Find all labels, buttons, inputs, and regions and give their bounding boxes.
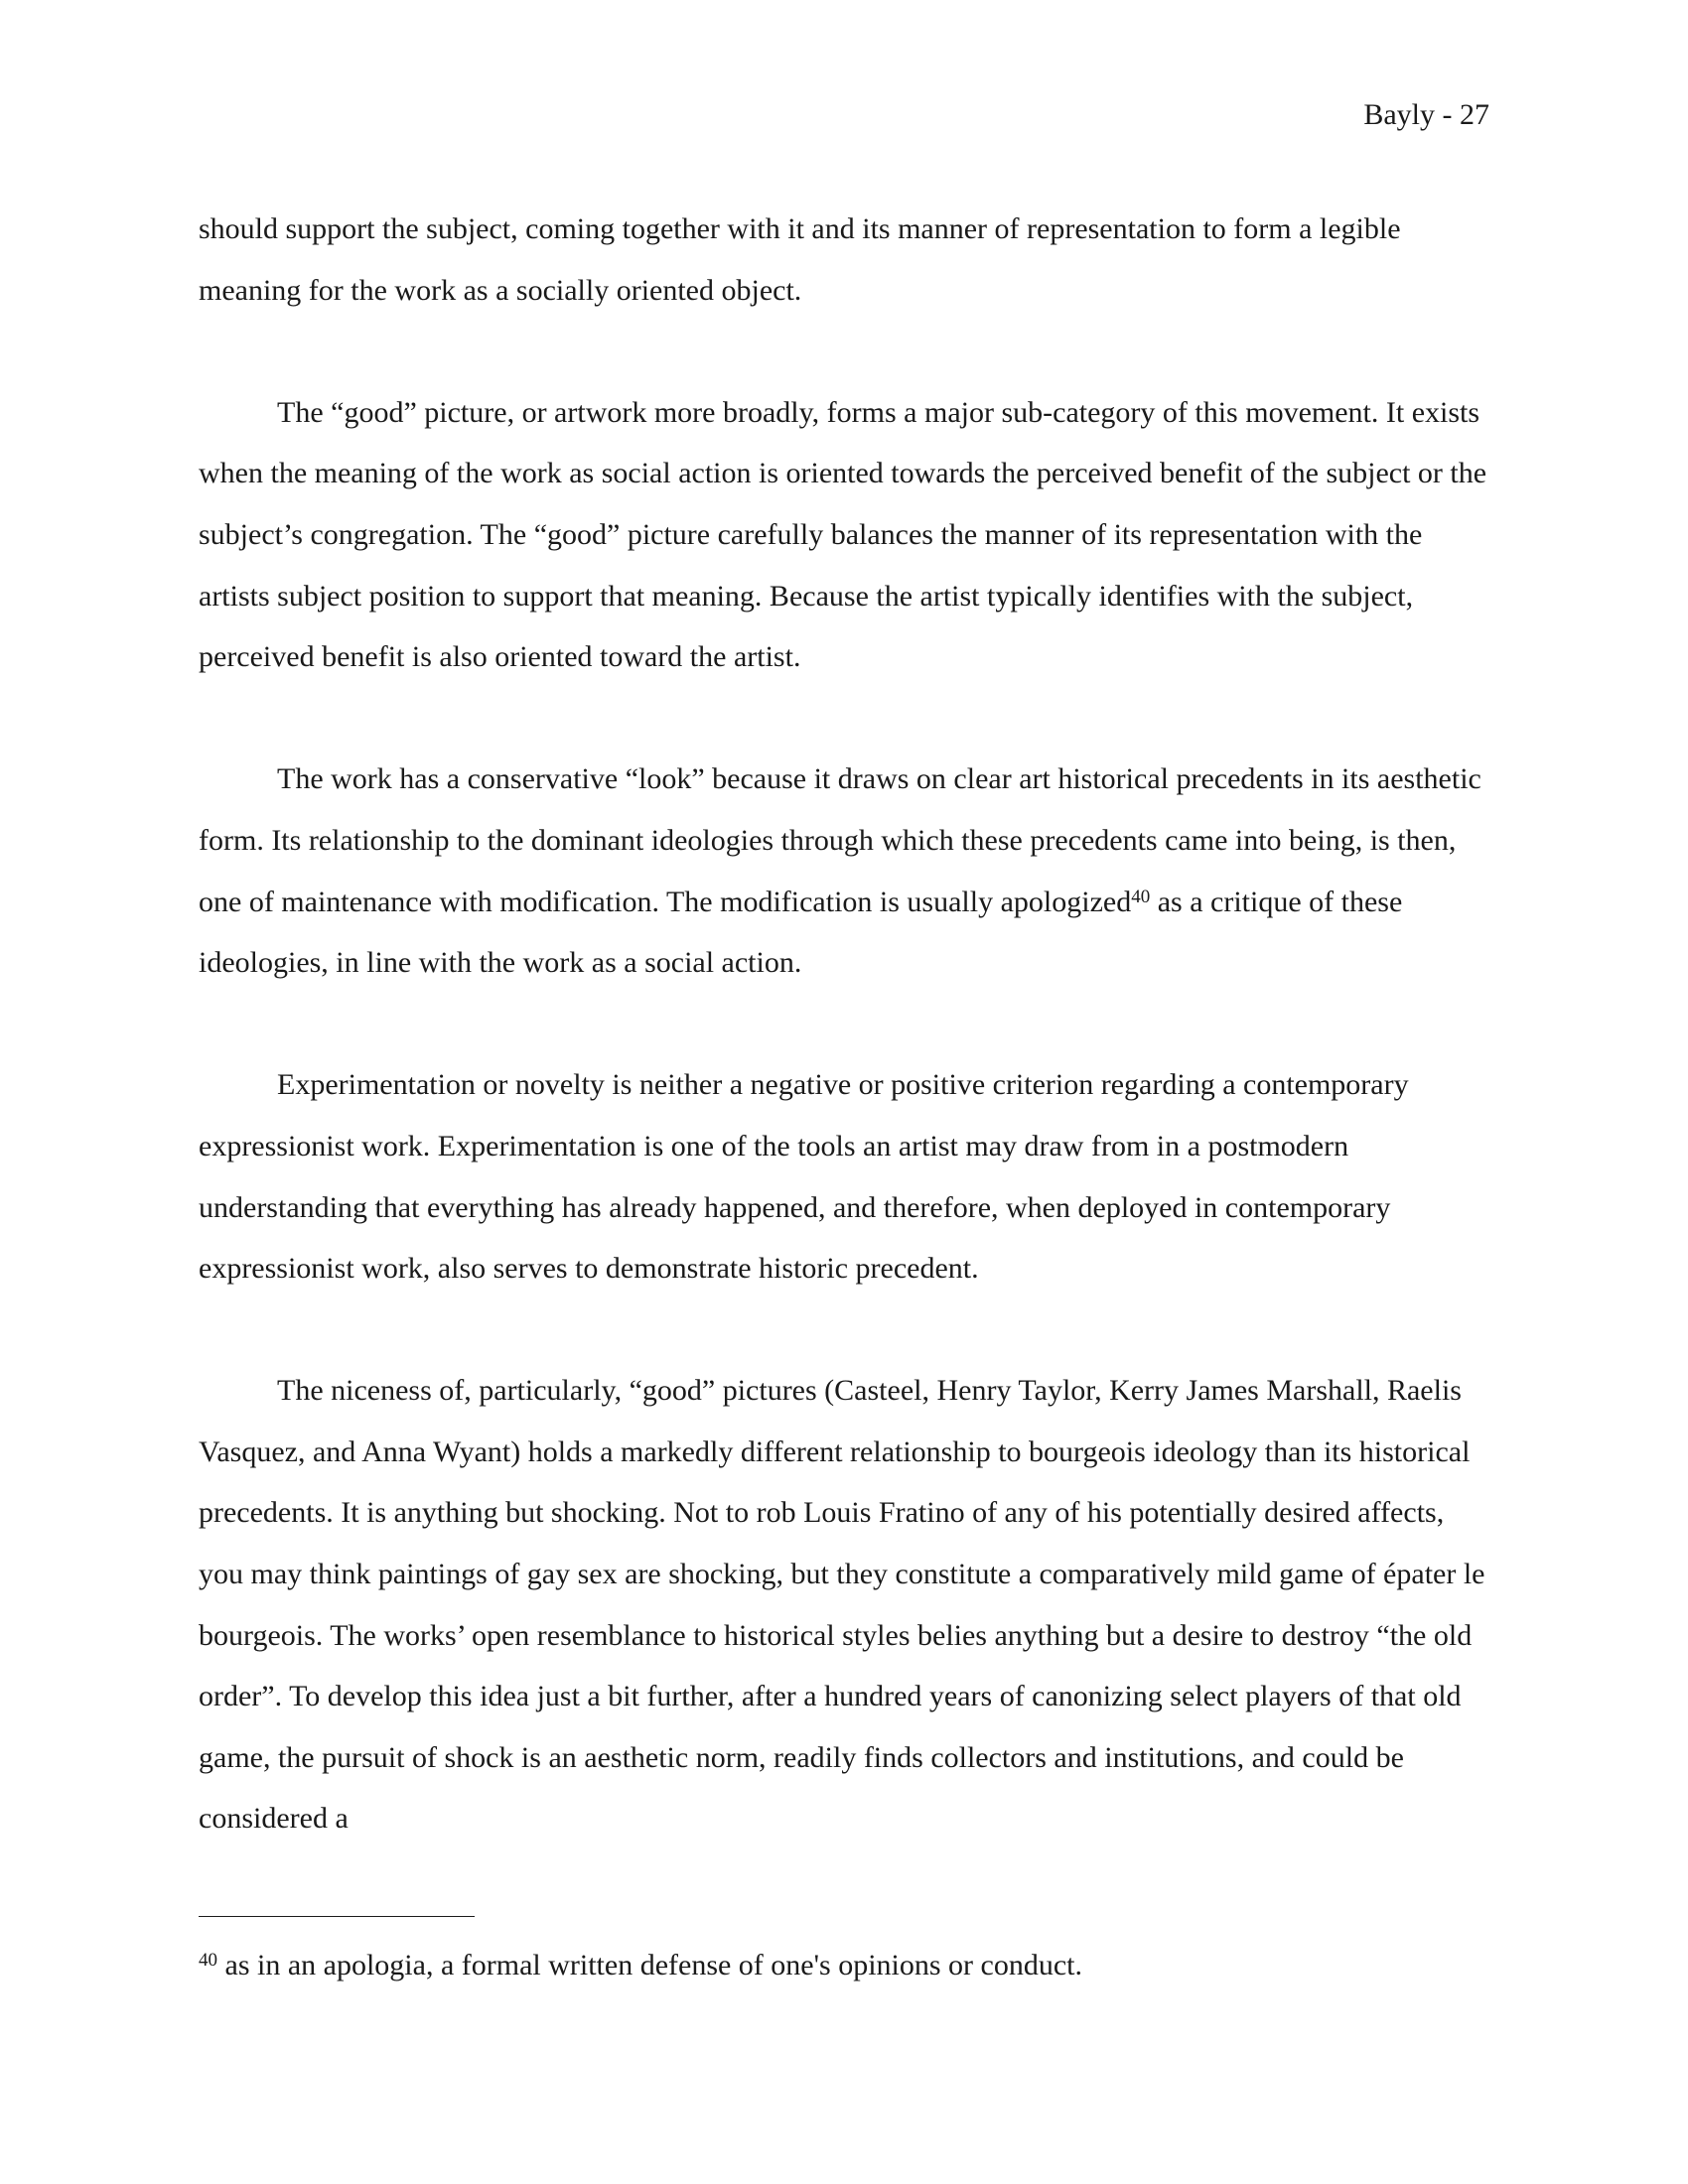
paragraph-text: The work has a conservative “look” because it draws on clear art historical precedents in its aesthetic form. Its relationship to the dominant ideologies through which these precedents came into being, is then, one of maintenance with modification. The modification is usually apologized <box>199 762 1481 918</box>
paragraph-experimentation: Experimentation or novelty is neither a negative or positive criterion regarding a contemporary expressionist work. Experimentation is one of the tools an artist may draw from in a postmodern understanding that everything has already happened, and therefore, when deployed in contemporary expressionist work, also serves to demonstrate historic precedent. <box>199 1068 1409 1286</box>
paragraph-good-picture: The “good” picture, or artwork more broadly, forms a major sub-category of this movement. It exists when the meaning of the work as social action is oriented towards the perceived benefit of the subject or the subject’s congregation. The “good” picture carefully balances the manner of its representation with the artists subject position to support that meaning. Because the artist typically identifies with the subject, perceived benefit is also oriented toward the artist. <box>199 395 1487 674</box>
footnote-number: 40 <box>199 1950 217 1971</box>
footnote-reference[interactable]: 40 <box>1131 886 1151 907</box>
body-text <box>199 199 1489 1849</box>
running-head: Bayly - 27 <box>1363 98 1489 131</box>
paragraph-text: as a critique of these ideologies, in line with the work as a social action. <box>199 885 1403 980</box>
paragraph-conservative-look <box>199 749 1489 993</box>
footnote <box>199 1946 1489 1985</box>
footnote-text: as in an apologia, a formal written defense of one's opinions or conduct. <box>217 1949 1082 1981</box>
paragraph-continuation: should support the subject, coming together with it and its manner of representation to form a legible meaning for the work as a socially oriented object. <box>199 212 1401 307</box>
footnote-divider <box>199 1916 475 1917</box>
paragraph-niceness: The niceness of, particularly, “good” pictures (Casteel, Henry Taylor, Kerry James Marshall, Raelis Vasquez, and Anna Wyant) holds a markedly different relationship to bourgeois ideology than its historical precedents. It is anything but shocking. Not to rob Louis Fratino of any of his potentially desired affects, you may think paintings of gay sex are shocking, but they constitute a comparatively mild game of épater le bourgeois. The works’ open resemblance to historical styles belies anything but a desire to destroy “the old order”. To develop this idea just a bit further, after a hundred years of canonizing select players of that old game, the pursuit of shock is an aesthetic norm, readily finds collectors and institutions, and could be considered a <box>199 1374 1485 1836</box>
